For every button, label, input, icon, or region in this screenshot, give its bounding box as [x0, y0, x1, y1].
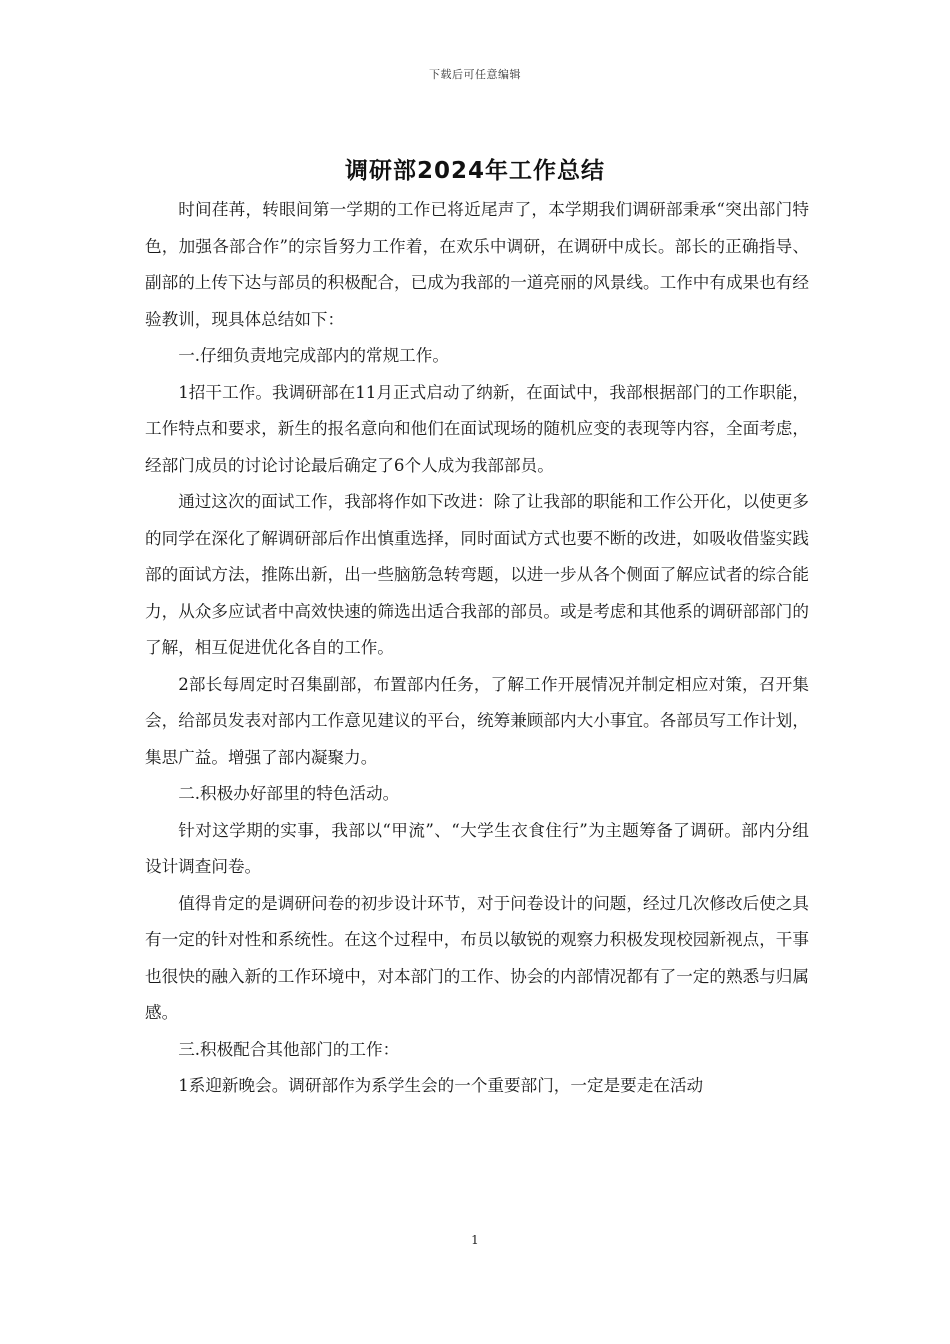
page-number: 1 [471, 1233, 479, 1247]
document-body [145, 192, 809, 1105]
paragraph-weekly-meetings: 2部长每周定时召集副部，布置部内任务，了解工作开展情况并制定相应对策，召开集会，给部员发表对部内工作意见建议的平台，统筹兼顾部内大小事宜。各部员写工作计划，集思广益。增强了部内凝聚力。 [145, 674, 809, 767]
paragraph-survey-design: 值得肯定的是调研问卷的初步设计环节，对于问卷设计的问题，经过几次修改后使之具有一定的针对性和系统性。在这个过程中，布员以敏锐的观察力积极发现校园新视点，干事也很快的融入新的工作环境中，对本部门的工作、协会的内部情况都有了一定的熟悉与归属感。 [145, 893, 809, 1022]
section-heading-2: 二.积极办好部里的特色活动。 [178, 784, 400, 803]
paragraph-survey-topics: 针对这学期的实事，我部以“甲流”、“大学生衣食住行”为主题筹备了调研。部内分组设计调查问卷。 [145, 820, 809, 876]
paragraph-recruitment: 1招干工作。我调研部在11月正式启动了纳新，在面试中，我部根据部门的工作职能，工作特点和要求，新生的报名意向和他们在面试现场的随机应变的表现等内容，全面考虑，经部门成员的讨论讨论最后确定了6个人成为我部部员。 [145, 382, 809, 475]
section-heading-1: 一.仔细负责地完成部内的常规工作。 [178, 346, 449, 365]
paragraph-welcome-party: 1系迎新晚会。调研部作为系学生会的一个重要部门，一定是要走在活动 [178, 1076, 704, 1095]
paragraph-intro: 时间荏苒，转眼间第一学期的工作已将近尾声了，本学期我们调研部秉承“突出部门特色，加强各部合作”的宗旨努力工作着，在欢乐中调研，在调研中成长。部长的正确指导、副部的上传下达与部员的积极配合，已成为我部的一道亮丽的风景线。工作中有成果也有经验教训，现具体总结如下： [145, 200, 809, 329]
document-title: 调研部2024年工作总结 [344, 158, 605, 184]
page-header-note: 下载后可任意编辑 [429, 68, 521, 81]
section-heading-3: 三.积极配合其他部门的工作： [178, 1039, 400, 1059]
paragraph-interview-improvements: 通过这次的面试工作，我部将作如下改进：除了让我部的职能和工作公开化，以使更多的同学在深化了解调研部后作出慎重选择，同时面试方式也要不断的改进，如吸收借鉴实践部的面试方法，推陈出新，出一些脑筋急转弯题，以进一步从各个侧面了解应试者的综合能力，从众多应试者中高效快速的筛选出适合我部的部员。或是考虑和其他系的调研部部门的了解，相互促进优化各自的工作。 [145, 492, 809, 657]
